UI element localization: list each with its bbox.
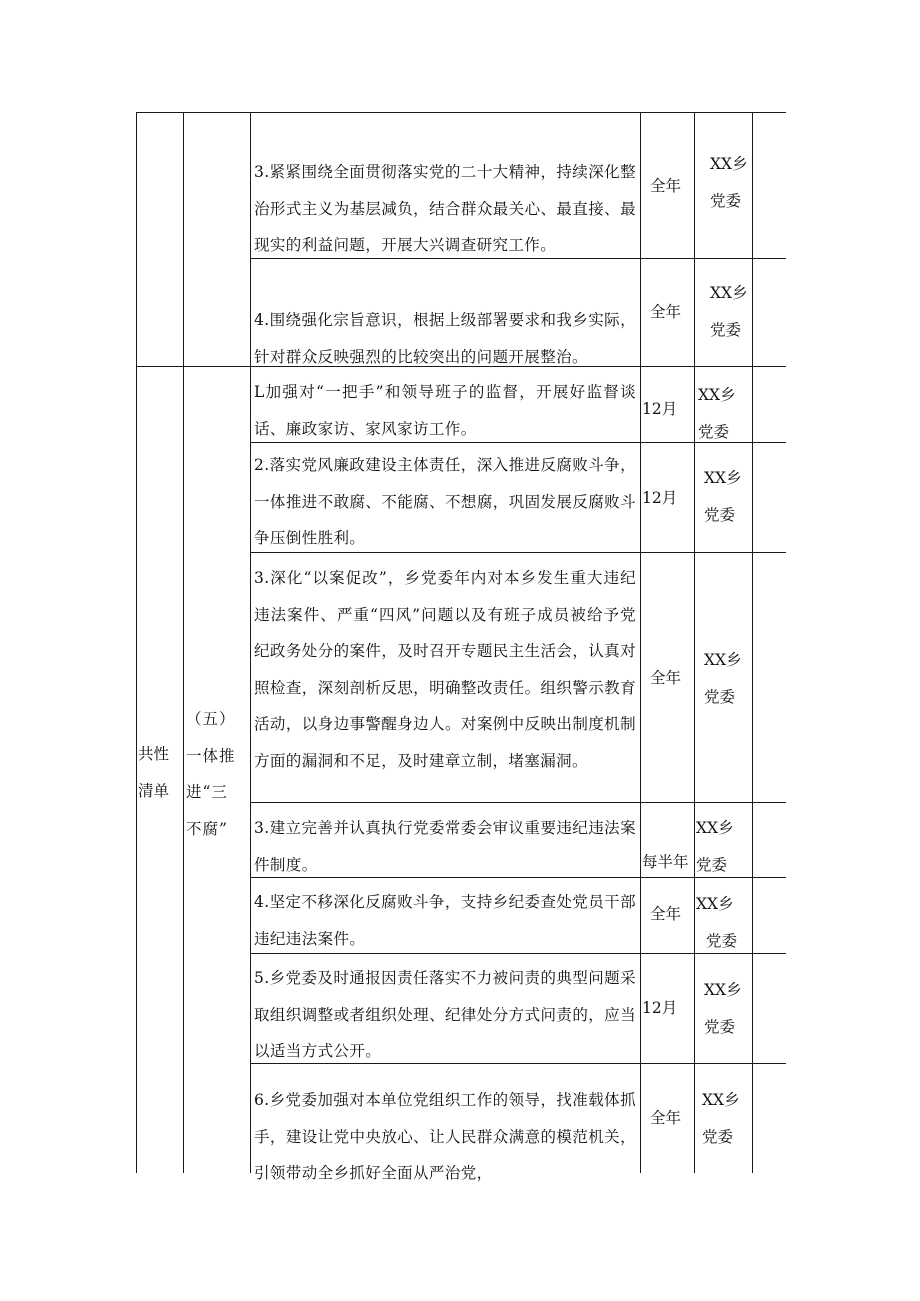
dept-cell: XX乡 党委 [710, 284, 748, 339]
dept-cell: XX乡 党委 [698, 386, 736, 441]
task-content: 3.深化“以案促改”，乡党委年内对本乡发生重大违纪违法案件、严重“四风”问题以及有班子成员被给予党纪政务处分的案件，及时召开专题民主生活会，认真对照检查，深刻剖析反思，明确整改责任。组织警示教育活动，以身边事警醒身边人。对案例中反映出制度机制方面的漏洞和不足，及时建章立制，堵塞漏洞。 [254, 569, 636, 770]
category-cell: 共性 清单 [138, 745, 170, 800]
col-border-6 [752, 112, 753, 1173]
col-border-3 [250, 112, 251, 1173]
task-content: 2.落实党风廉政建设主体责任，深入推进反腐败斗争，一体推进不敢腐、不能腐、不想腐，巩固发展反腐败斗争压倒性胜利。 [254, 456, 636, 547]
time-cell: 全年 [650, 177, 682, 195]
time-cell: 全年 [650, 669, 682, 687]
dept-cell: XX乡 党委 [696, 819, 734, 874]
dept-cell: XX乡 党委 [702, 1091, 740, 1146]
time-cell: 全年 [650, 905, 682, 923]
task-content: L加强对“一把手”和领导班子的监督，开展好监督谈话、廉政家访、家风家访工作。 [254, 383, 636, 438]
row-border [250, 802, 786, 803]
time-cell: 每半年 [642, 853, 689, 871]
dept-cell: XX乡 党委 [696, 895, 738, 950]
dept-cell: XX乡 党委 [710, 155, 748, 210]
task-content: 6.乡党委加强对本单位党组织工作的领导，找准载体抓手，建设让党中央放心、让人民群众满意的模范机关，引领带动全乡抓好全面从严治党， [254, 1091, 636, 1182]
task-content: 4.围绕强化宗旨意识，根据上级部署要求和我乡实际，针对群众反映强烈的比较突出的问题开展整治。 [254, 311, 636, 366]
task-content: 5.乡党委及时通报因责任落实不力被问责的典型问题采取组织调整或者组织处理、纪律处分方式问责的，应当以适当方式公开。 [254, 969, 636, 1060]
col-border-5 [694, 112, 695, 1173]
task-content: 3.建立完善并认真执行党委常委会审议重要违纪违法案件制度。 [254, 819, 636, 874]
dept-cell: XX乡 党委 [704, 469, 742, 524]
dept-cell: XX乡 党委 [704, 651, 742, 706]
time-cell: 12月 [642, 400, 678, 418]
task-content: 3.紧紧围绕全面贯彻落实党的二十大精神，持续深化整治形式主义为基层减负，结合群众最关心、最直接、最现实的利益问题，开展大兴调查研究工作。 [254, 163, 636, 254]
col-border-2 [183, 112, 184, 1173]
col-border-4 [640, 112, 641, 1173]
table-top-border [136, 112, 786, 113]
dept-cell: XX乡 党委 [704, 981, 742, 1036]
time-cell: 12月 [642, 489, 678, 507]
time-cell: 12月 [642, 999, 678, 1017]
task-content: 4.坚定不移深化反腐败斗争，支持乡纪委查处党员干部违纪违法案件。 [254, 893, 636, 948]
col-border-1 [136, 112, 137, 1173]
time-cell: 全年 [650, 303, 682, 321]
time-cell: 全年 [650, 1109, 682, 1127]
subcategory-cell: （五） 一体推 进“三 不腐” [186, 710, 236, 838]
